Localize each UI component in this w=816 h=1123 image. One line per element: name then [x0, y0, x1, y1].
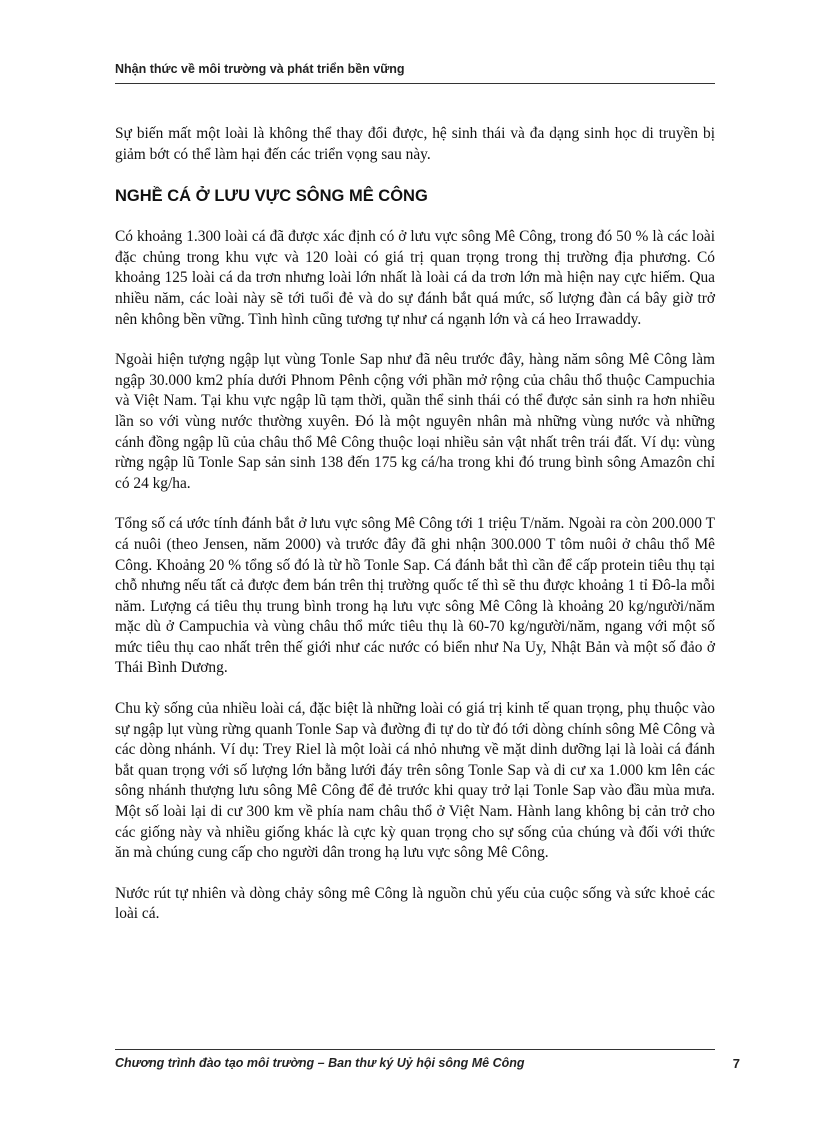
intro-paragraph: Sự biến mất một loài là không thể thay đổi được, hệ sinh thái và đa dạng sinh học di truyền bị giảm bớt có thể làm hại đến các triển vọng sau này.	[115, 125, 715, 163]
body-paragraph: Chu kỳ sống của nhiều loài cá, đặc biệt là những loài có giá trị kinh tế quan trọng, phụ thuộc vào sự ngập lụt vùng rừng quanh Tonle Sap và đường đi tự do từ đó tới dòng chính sông Mê Công và các dòng nhánh. Ví dụ: Trey Riel là một loài cá nhỏ nhưng về mặt dinh dưỡng lại là loài cá đánh bắt quan trọng với số lượng lớn bằng lưới đáy trên sông Tonle Sap và di cư xa 1.000 km lên các sông nhánh thượng lưu sông Mê Công để đẻ trước khi quay trở lại Tonle Sap vào đầu mùa mưa. Một số loài lại di cư 300 km về phía nam châu thổ ở Việt Nam. Hành lang không bị cản trở cho các giống này và nhiều giống khác là cực kỳ quan trọng cho sự sống của chúng và đối với thức ăn mà chúng cung cấp cho người dân trong hạ lưu vực sông Mê Công.	[115, 700, 715, 862]
page-number: 7	[732, 1056, 740, 1071]
footer-divider	[115, 1049, 715, 1050]
body-paragraph: Có khoảng 1.300 loài cá đã được xác định có ở lưu vực sông Mê Công, trong đó 50 % là các loài đặc chủng trong khu vực và 120 loài có giá trị quan trọng trong thị trường địa phương. Có khoảng 125 loài cá da trơn nhưng loài lớn nhất là loài cá da trơn lớn mà hiện nay cực hiếm. Qua nhiều năm, các loài này sẽ tới tuổi đẻ và do sự đánh bắt quá mức, số lượng đàn cá bây giờ trở nên không bền vững. Tình hình cũng tương tự như cá ngạnh lớn và cá heo Irrawaddy.	[115, 228, 715, 328]
page-header: Nhận thức về môi trường và phát triển bền vững	[115, 62, 405, 76]
body-paragraph: Tổng số cá ước tính đánh bắt ở lưu vực sông Mê Công tới 1 triệu T/năm. Ngoài ra còn 200.000 T cá nuôi (theo Jensen, năm 2000) và trước đây đã ghi nhận 300.000 T tôm nuôi ở châu thổ Mê Công. Khoảng 20 % tổng số đó là từ hồ Tonle Sap. Cá đánh bắt thì cần để cấp protein tiêu thụ tại chỗ nhưng nếu tất cả được đem bán trên thị trường quốc tế thì sẽ thu được khoảng 1 tỉ Đô-la mỗi năm. Lượng cá tiêu thụ trung bình trong hạ lưu vực sông Mê Công là khoảng 20 kg/người/năm mặc dù ở Campuchia và vùng châu thổ mức tiêu thụ là 60-70 kg/người/năm, ngang với một số mức tiêu thụ cao nhất trên thế giới như các nước có biển như Na Uy, Nhật Bản và một số đảo ở Thái Bình Dương.	[115, 515, 715, 677]
header-divider	[115, 83, 715, 84]
document-body	[115, 124, 715, 945]
body-paragraph: Nước rút tự nhiên và dòng chảy sông mê Công là nguồn chủ yếu của cuộc sống và sức khoẻ các loài cá.	[115, 884, 715, 923]
body-paragraph: Ngoài hiện tượng ngập lụt vùng Tonle Sap như đã nêu trước đây, hàng năm sông Mê Công làm ngập 30.000 km2 phía dưới Phnom Pênh cộng với phần mở rộng của châu thổ thuộc Campuchia và Việt Nam. Tại khu vực ngập lũ tạm thời, quần thể sinh thái có thể được sản sinh ra hơn nhiều lần so với vùng nước thường xuyên. Đó là một nguyên nhân mà những vùng nước và những cánh đồng ngập lũ của châu thổ Mê Công thuộc loại nhiều sản vật nhất trên trái đất. Ví dụ: vùng rừng ngập lũ Tonle Sap sản sinh 138 đến 175 kg cá/ha trong khi đó trung bình sông Amazôn chỉ có 24 kg/ha.	[115, 351, 715, 492]
page-footer: Chương trình đào tạo môi trường – Ban thư ký Uỷ hội sông Mê Công	[115, 1056, 525, 1070]
section-heading: NGHỀ CÁ Ở LƯU VỰC SÔNG MÊ CÔNG	[115, 187, 428, 206]
